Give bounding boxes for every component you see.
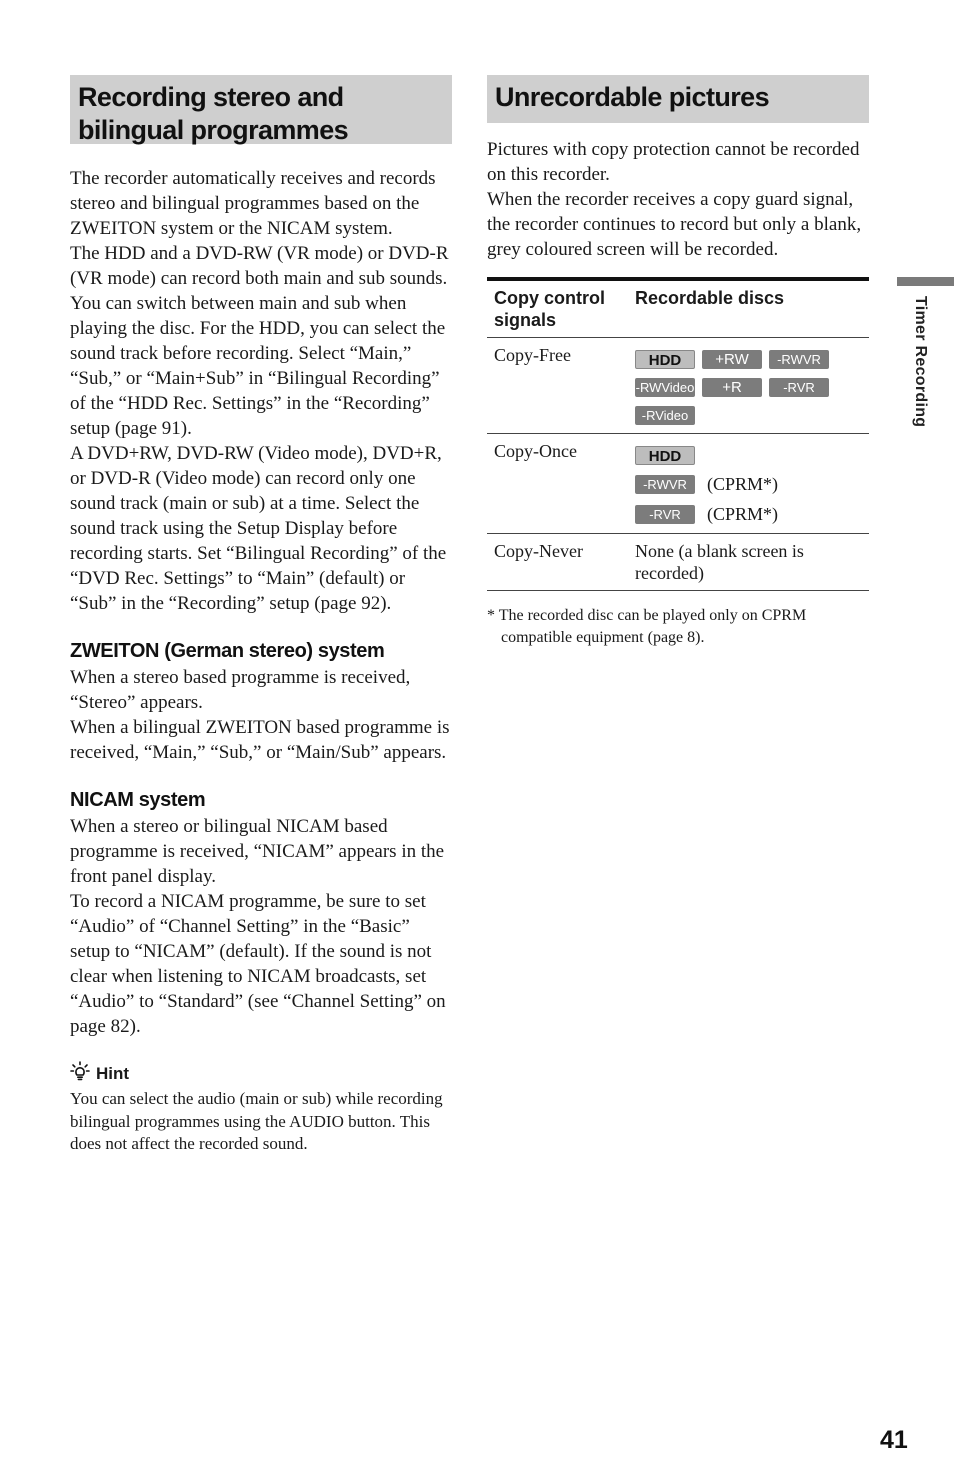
copy-free-discs <box>628 338 869 434</box>
table-footnote: * The recorded disc can be played only on CPRM compatible equipment (page 8). <box>487 607 807 646</box>
table-row <box>487 534 869 591</box>
disc-badge: HDD <box>635 350 695 369</box>
lightbulb-icon <box>70 1061 90 1086</box>
header-copy-control: Copy control signals <box>487 279 628 338</box>
cprm-note: (CPRM*) <box>707 474 779 494</box>
bilingual-body: The recorder automatically receives and records stereo and bilingual programmes based on the ZWEITON system or the NICAM system. The HDD and a DVD-RW (VR mode) or DVD-R (VR mode) can record both main and sub sounds. You can switch between main and sub when playing the disc. For the HDD, you can select the sound track before recording. Select “Main,” “Sub,” or “Main+Sub” in “Bilingual Recording” of the “HDD Rec. Settings” in the “Recording” setup (page 91). A DVD+RW, DVD-RW (Video mode), DVD+R, or DVD-R (Video mode) can record only one sound track (main or sub) at a time. Select the sound track using the Setup Display before recording starts. Set “Bilingual Recording” of the “DVD Rec. Settings” to “Main” (default) or “Sub” in the “Recording” setup (page 92). <box>70 168 449 614</box>
table-header-row <box>487 279 869 338</box>
cprm-note: (CPRM*) <box>707 504 779 524</box>
disc-badge: -RWVideo <box>635 380 695 395</box>
disc-badge: +RW <box>702 350 762 369</box>
disc-badge: -RVideo <box>635 406 695 425</box>
hint-label: Hint <box>96 1063 130 1083</box>
disc-badge: -RWVR <box>635 475 695 494</box>
zweiton-heading: ZWEITON (German stereo) system <box>70 640 385 662</box>
nicam-heading: NICAM system <box>70 789 206 811</box>
disc-badge: HDD <box>635 446 695 465</box>
disc-badge: -RVR <box>769 378 829 397</box>
zweiton-body: When a stereo based programme is received, “Stereo” appears. When a bilingual ZWEITON based programme is received, “Main,” “Sub,” or “Main/Sub” appears. <box>70 667 450 763</box>
page-number: 41 <box>880 1426 908 1454</box>
disc-badge: -RVR <box>635 505 695 524</box>
side-tab-marker <box>897 277 954 286</box>
row-label-copy-free: Copy-Free <box>487 338 628 434</box>
left-column <box>70 75 452 1156</box>
table-row <box>487 338 869 434</box>
right-column <box>487 75 869 665</box>
header-recordable-discs: Recordable discs <box>628 279 869 338</box>
table-row <box>487 434 869 534</box>
copy-once-discs <box>628 434 869 534</box>
section-title-unrecordable: Unrecordable pictures <box>487 75 869 123</box>
hint-heading <box>70 1061 452 1086</box>
side-tab-label: Timer Recording <box>912 296 929 428</box>
disc-badge: -RWVR <box>769 350 829 369</box>
hint-body: You can select the audio (main or sub) while recording bilingual programmes using the AUDIO button. This does not affect the recorded sound. <box>70 1089 443 1153</box>
nicam-body: When a stereo or bilingual NICAM based programme is received, “NICAM” appears in the front panel display. To record a NICAM programme, be sure to set “Audio” of “Channel Setting” in the “Basic” setup to “NICAM” (default). If the sound is not clear when listening to NICAM broadcasts, set “Audio” to “Standard” (see “Channel Setting” on page 82). <box>70 816 446 1037</box>
unrecordable-body: Pictures with copy protection cannot be recorded on this recorder. When the recorder receives a copy guard signal, the recorder continues to record but only a blank, grey coloured screen will be recorded. <box>487 139 862 260</box>
section-title-bilingual: Recording stereo and bilingual programmes <box>70 75 452 144</box>
disc-badge: +R <box>702 378 762 397</box>
copy-control-table <box>487 277 869 591</box>
copy-never-value: None (a blank screen is recorded) <box>628 534 869 591</box>
row-label-copy-once: Copy-Once <box>487 434 628 534</box>
row-label-copy-never: Copy-Never <box>487 534 628 591</box>
